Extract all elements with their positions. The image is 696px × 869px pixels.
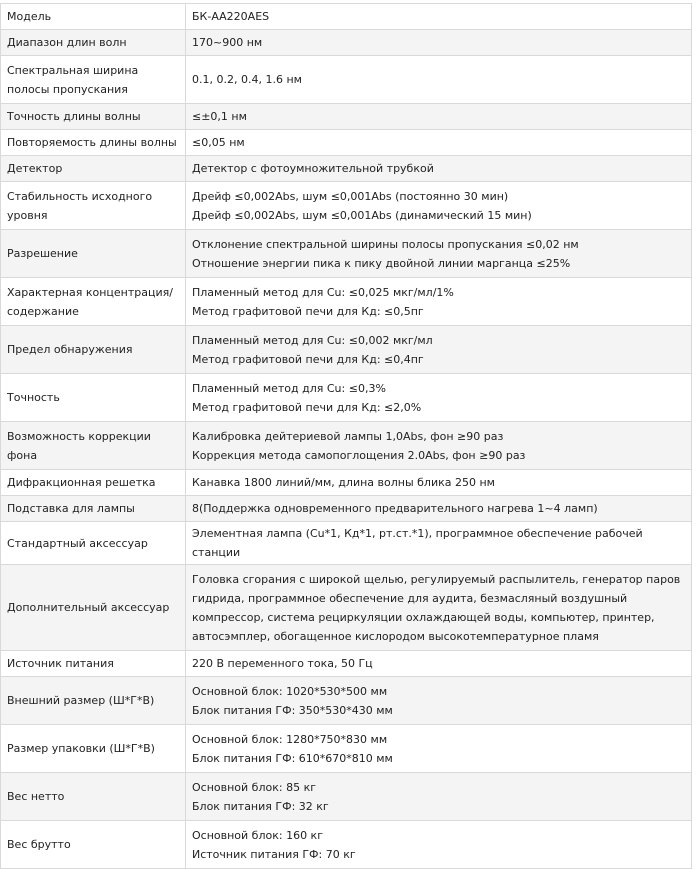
spec-value xyxy=(186,470,692,496)
spec-row xyxy=(1,130,692,156)
spec-value xyxy=(186,56,692,104)
spec-value xyxy=(186,496,692,522)
spec-value-line: Основной блок: 1280*750*830 мм xyxy=(192,732,388,746)
spec-label: Повторяемость длины волны xyxy=(1,130,186,156)
spec-value xyxy=(186,725,692,773)
spec-value xyxy=(186,326,692,374)
spec-value-line: Калибровка дейтериевой лампы 1,0Abs, фон ≥90 раз xyxy=(192,429,504,443)
spec-value-line: Метод графитовой печи для Кд: ≤0,4пг xyxy=(192,352,424,366)
spec-value-line: Блок питания ГФ: 32 кг xyxy=(192,799,329,813)
spec-label: Точность длины волны xyxy=(1,104,186,130)
spec-value xyxy=(186,522,692,565)
spec-row xyxy=(1,422,692,470)
spec-value-line: Метод графитовой печи для Кд: ≤0,5пг xyxy=(192,304,424,318)
spec-row xyxy=(1,821,692,869)
spec-row xyxy=(1,651,692,677)
spec-value xyxy=(186,4,692,30)
spec-value-line: Детектор с фотоумножительной трубкой xyxy=(192,162,434,175)
spec-label: Дифракционная решетка xyxy=(1,470,186,496)
spec-label: Вес нетто xyxy=(1,773,186,821)
spec-label: Точность xyxy=(1,374,186,422)
spec-label: Стандартный аксессуар xyxy=(1,522,186,565)
spec-value-line: Блок питания ГФ: 350*530*430 мм xyxy=(192,703,393,717)
spec-value-line: 220 В переменного тока, 50 Гц xyxy=(192,657,373,670)
spec-value-line: Блок питания ГФ: 610*670*810 мм xyxy=(192,751,393,765)
spec-value-line: 8(Поддержка одновременного предварительного нагрева 1~4 ламп) xyxy=(192,502,598,515)
spec-value-line: Пламенный метод для Cu: ≤0,002 мкг/мл xyxy=(192,333,433,347)
spec-label: Стабильность исходного уровня xyxy=(1,182,186,230)
specifications-table xyxy=(0,3,692,869)
spec-value-line: Коррекция метода самопоглощения 2.0Abs, фон ≥90 раз xyxy=(192,448,526,462)
spec-value-line: Головка сгорания с широкой щелью, регулируемый распылитель, генератор паров гидрида, программное обеспечение для аудита, безмасляный воздушный компрессор, система рециркуляции охлаждающей воды, компьютер, принтер, автосэмплер, обогащенное кислородом высокотемпературное пламя xyxy=(192,572,681,643)
spec-value xyxy=(186,422,692,470)
spec-row xyxy=(1,56,692,104)
spec-value-line: Метод графитовой печи для Кд: ≤2,0% xyxy=(192,400,422,414)
spec-value xyxy=(186,104,692,130)
spec-value xyxy=(186,773,692,821)
spec-row xyxy=(1,374,692,422)
spec-value xyxy=(186,156,692,182)
spec-value-line: ≤±0,1 нм xyxy=(192,110,247,123)
spec-label: Дополнительный аксессуар xyxy=(1,565,186,651)
spec-row xyxy=(1,30,692,56)
spec-value xyxy=(186,651,692,677)
spec-value-line: 170~900 нм xyxy=(192,36,263,49)
spec-row xyxy=(1,496,692,522)
spec-row xyxy=(1,156,692,182)
spec-value-line: Источник питания ГФ: 70 кг xyxy=(192,847,356,861)
spec-value-line: Элементная лампа (Cu*1, Кд*1, рт.ст.*1), программное обеспечение рабочей станции xyxy=(192,527,643,559)
spec-value-line: Дрейф ≤0,002Abs, шум ≤0,001Abs (динамический 15 мин) xyxy=(192,208,532,222)
spec-row xyxy=(1,725,692,773)
spec-value xyxy=(186,230,692,278)
spec-value xyxy=(186,182,692,230)
spec-row xyxy=(1,522,692,565)
spec-label: Разрешение xyxy=(1,230,186,278)
spec-value-line: Основной блок: 85 кг xyxy=(192,780,316,794)
spec-row xyxy=(1,326,692,374)
spec-value-line: Дрейф ≤0,002Abs, шум ≤0,001Abs (постоянно 30 мин) xyxy=(192,189,509,203)
spec-row xyxy=(1,4,692,30)
spec-label: Модель xyxy=(1,4,186,30)
spec-row xyxy=(1,104,692,130)
spec-value-line: Основной блок: 1020*530*500 мм xyxy=(192,684,388,698)
spec-row xyxy=(1,470,692,496)
spec-row xyxy=(1,565,692,651)
spec-value xyxy=(186,30,692,56)
spec-value-line: ≤0,05 нм xyxy=(192,136,245,149)
spec-value-line: Канавка 1800 линий/мм, длина волны блика 250 нм xyxy=(192,476,495,489)
specifications-table-body xyxy=(1,4,692,869)
spec-row xyxy=(1,182,692,230)
spec-value xyxy=(186,278,692,326)
spec-value-line: Пламенный метод для Cu: ≤0,3% xyxy=(192,381,386,395)
spec-value-line: Основной блок: 160 кг xyxy=(192,828,323,842)
spec-label: Характерная концентрация/содержание xyxy=(1,278,186,326)
spec-label: Вес брутто xyxy=(1,821,186,869)
spec-label: Предел обнаружения xyxy=(1,326,186,374)
spec-value xyxy=(186,374,692,422)
spec-value xyxy=(186,821,692,869)
spec-label: Размер упаковки (Ш*Г*В) xyxy=(1,725,186,773)
spec-label: Возможность коррекции фона xyxy=(1,422,186,470)
spec-label: Источник питания xyxy=(1,651,186,677)
spec-row xyxy=(1,677,692,725)
spec-label: Подставка для лампы xyxy=(1,496,186,522)
spec-value xyxy=(186,565,692,651)
spec-value-line: Отношение энергии пика к пику двойной линии марганца ≤25% xyxy=(192,256,571,270)
spec-label: Диапазон длин волн xyxy=(1,30,186,56)
spec-value-line: 0.1, 0.2, 0.4, 1.6 нм xyxy=(192,73,302,86)
spec-row xyxy=(1,230,692,278)
spec-label: Детектор xyxy=(1,156,186,182)
spec-value-line: Пламенный метод для Cu: ≤0,025 мкг/мл/1% xyxy=(192,285,454,299)
spec-row xyxy=(1,278,692,326)
spec-row xyxy=(1,773,692,821)
spec-value-line: БК-AA220AES xyxy=(192,10,270,23)
spec-label: Внешний размер (Ш*Г*В) xyxy=(1,677,186,725)
spec-value xyxy=(186,677,692,725)
spec-value-line: Отклонение спектральной ширины полосы пропускания ≤0,02 нм xyxy=(192,237,579,251)
spec-value xyxy=(186,130,692,156)
spec-label: Спектральная ширина полосы пропускания xyxy=(1,56,186,104)
